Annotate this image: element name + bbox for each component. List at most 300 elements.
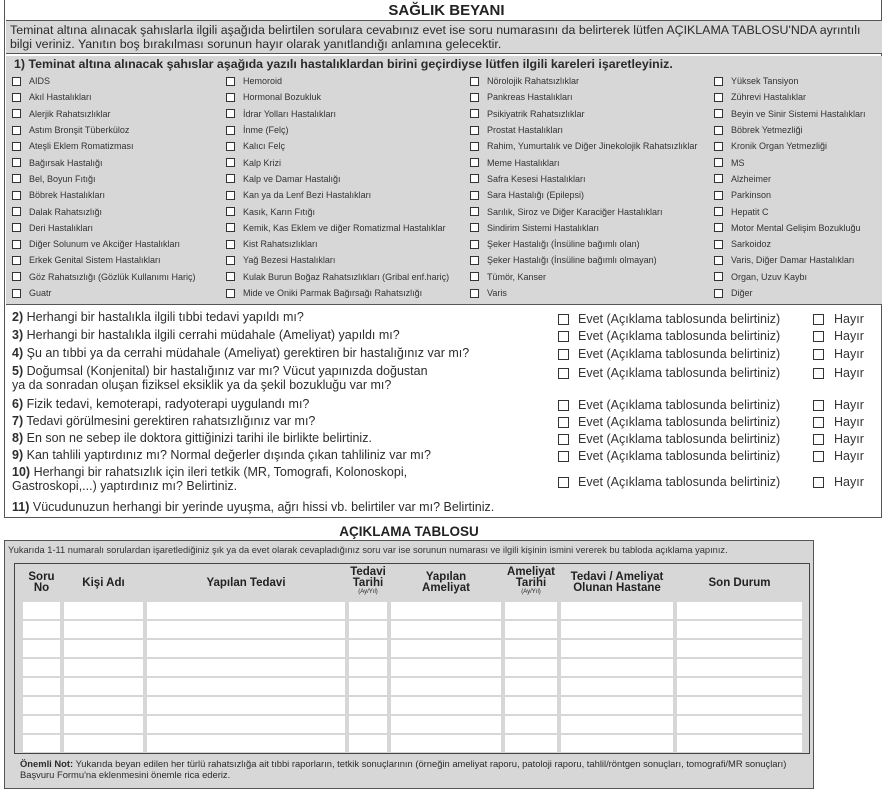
answer-yes-option[interactable] [558, 415, 780, 429]
yes-checkbox[interactable] [558, 434, 569, 445]
disease-item[interactable] [12, 252, 196, 268]
table-cell[interactable] [64, 640, 143, 657]
disease-item[interactable] [470, 285, 697, 301]
header-line-2: Ameliyat [422, 582, 470, 594]
disease-label: Göz Rahatsızlığı (Gözlük Kullanımı Hariç) [29, 271, 196, 282]
table-cell[interactable] [561, 640, 673, 657]
table-cell[interactable] [561, 697, 673, 714]
table-cell[interactable] [677, 735, 802, 752]
table-cell[interactable] [677, 640, 802, 657]
table-cell[interactable] [677, 678, 802, 695]
header-sub: (Ay/Yıl) [358, 589, 378, 595]
table-header [391, 564, 501, 594]
table-cell[interactable] [349, 678, 387, 695]
table-cell[interactable] [505, 716, 557, 733]
yes-checkbox[interactable] [558, 417, 569, 428]
disease-item[interactable] [226, 252, 449, 268]
answer-no-option[interactable] [813, 398, 864, 412]
disease-label: Böbrek Hastalıkları [29, 190, 106, 201]
disease-checkbox[interactable] [226, 109, 235, 118]
disease-item[interactable] [714, 122, 866, 138]
question-6 [12, 397, 309, 411]
aciklama-title: AÇIKLAMA TABLOSU [339, 524, 479, 539]
disease-label: Kalıcı Felç [243, 141, 286, 152]
disease-item[interactable] [714, 138, 866, 154]
answer-no-option[interactable] [813, 449, 864, 463]
header-line-1: Yapılan Tedavi [206, 577, 286, 589]
page-title: SAĞLIK BEYANI [388, 2, 505, 19]
disease-checkbox[interactable] [714, 174, 723, 183]
disease-label: Bel, Boyun Fıtığı [29, 173, 96, 184]
table-cell[interactable] [64, 602, 143, 619]
disease-item[interactable] [12, 106, 196, 122]
disease-item[interactable] [226, 73, 449, 89]
header-line-2: Olunan Hastane [573, 582, 661, 594]
disease-checkbox[interactable] [470, 93, 479, 102]
table-cell[interactable] [349, 602, 387, 619]
disease-checkbox[interactable] [226, 256, 235, 265]
disease-checkbox[interactable] [12, 256, 21, 265]
answer-no-option[interactable] [813, 415, 864, 429]
disease-label: Kemik, Kas Eklem ve diğer Romatizmal Hastalıklar [243, 222, 446, 233]
no-checkbox[interactable] [813, 349, 824, 360]
table-cell[interactable] [391, 602, 501, 619]
question-3 [12, 328, 400, 342]
table-cell[interactable] [561, 716, 673, 733]
disease-label: Motor Mental Gelişim Bozukluğu [731, 222, 861, 233]
disease-checkbox[interactable] [226, 126, 235, 135]
disease-item[interactable] [12, 138, 196, 154]
header-line-1: Son Durum [708, 577, 771, 589]
yes-label: Evet (Açıklama tablosunda belirtiniz) [578, 415, 781, 429]
disease-item[interactable] [12, 89, 196, 105]
answer-yes-option[interactable] [558, 449, 780, 463]
disease-item[interactable] [12, 73, 196, 89]
disease-checkbox[interactable] [714, 158, 723, 167]
disease-label: Ateşli Eklem Romatizması [29, 141, 134, 152]
disease-checkbox[interactable] [12, 191, 21, 200]
table-cell[interactable] [349, 716, 387, 733]
question-text-continued: Gastroskopi,...) yaptırdınız mı? Belirtiniz. [12, 479, 238, 493]
disease-checkbox[interactable] [12, 272, 21, 281]
table-cell[interactable] [147, 640, 345, 657]
table-cell[interactable] [147, 621, 345, 638]
disease-checkbox[interactable] [714, 207, 723, 216]
disease-item[interactable] [470, 73, 697, 89]
disease-label: Alerjik Rahatsızlıklar [29, 108, 111, 119]
disease-label: Astım Bronşit Tüberküloz [29, 125, 130, 136]
disease-label: Safra Kesesi Hastalıkları [487, 173, 586, 184]
disease-label: Bağırsak Hastalığı [29, 157, 103, 168]
table-cell[interactable] [147, 697, 345, 714]
yes-label: Evet (Açıklama tablosunda belirtiniz) [578, 329, 781, 343]
no-checkbox[interactable] [813, 434, 824, 445]
disease-checkbox[interactable] [714, 142, 723, 151]
disease-label: Meme Hastalıkları [487, 157, 560, 168]
disease-label: Pankreas Hastalıkları [487, 92, 573, 103]
disease-checkbox[interactable] [12, 289, 21, 298]
disease-item[interactable] [714, 89, 866, 105]
table-cell[interactable] [505, 697, 557, 714]
disease-item[interactable] [12, 236, 196, 252]
disease-item[interactable] [470, 187, 697, 203]
disease-item[interactable] [12, 203, 196, 219]
disease-label: Diğer Solunum ve Akciğer Hastalıkları [29, 239, 181, 250]
table-cell[interactable] [561, 621, 673, 638]
disease-item[interactable] [226, 187, 449, 203]
disease-checkbox[interactable] [226, 240, 235, 249]
disease-checkbox[interactable] [470, 272, 479, 281]
no-checkbox[interactable] [813, 400, 824, 411]
table-cell[interactable] [23, 716, 60, 733]
disease-label: Kist Rahatsızlıkları [243, 239, 318, 250]
answer-yes-option[interactable] [558, 398, 780, 412]
disease-item[interactable] [470, 138, 697, 154]
table-cell[interactable] [64, 716, 143, 733]
disease-item[interactable] [470, 89, 697, 105]
disease-label: Alzheimer [731, 173, 772, 184]
table-cell[interactable] [147, 659, 345, 676]
disease-label: Tümör, Kanser [487, 271, 547, 282]
table-cell[interactable] [23, 659, 60, 676]
disease-label: Sarılık, Siroz ve Diğer Karaciğer Hastalıkları [487, 206, 663, 217]
table-cell[interactable] [391, 735, 501, 752]
question-9 [12, 448, 431, 462]
disease-checkbox[interactable] [226, 272, 235, 281]
disease-checkbox[interactable] [226, 77, 235, 86]
disease-item[interactable] [470, 236, 697, 252]
disease-checkbox[interactable] [12, 126, 21, 135]
table-cell[interactable] [349, 735, 387, 752]
disease-item[interactable] [226, 236, 449, 252]
table-cell[interactable] [505, 640, 557, 657]
answer-yes-option[interactable] [558, 432, 780, 446]
disease-checkbox[interactable] [12, 174, 21, 183]
disease-item[interactable] [12, 154, 196, 170]
table-cell[interactable] [561, 602, 673, 619]
no-checkbox[interactable] [813, 417, 824, 428]
disease-label: Böbrek Yetmezliği [731, 125, 803, 136]
disease-item[interactable] [226, 138, 449, 154]
table-header [23, 564, 60, 594]
disease-checkbox[interactable] [714, 77, 723, 86]
disease-label: Beyin ve Sinir Sistemi Hastalıkları [731, 108, 866, 119]
question-number: 4) [12, 346, 24, 360]
table-cell[interactable] [677, 697, 802, 714]
note-label: Önemli Not: [20, 758, 74, 769]
table-cell[interactable] [391, 716, 501, 733]
disease-item[interactable] [226, 154, 449, 170]
disease-checkbox[interactable] [470, 240, 479, 249]
header-line-1: Soru [28, 571, 55, 583]
answer-no-option[interactable] [813, 432, 864, 446]
disease-label: AIDS [29, 76, 51, 87]
disease-label: Sarkoidoz [731, 239, 772, 250]
table-cell[interactable] [677, 621, 802, 638]
answer-no-option[interactable] [813, 366, 864, 380]
table-cell[interactable] [64, 697, 143, 714]
disease-checkbox[interactable] [714, 240, 723, 249]
disease-checkbox[interactable] [12, 142, 21, 151]
table-header [349, 564, 387, 595]
table-cell[interactable] [64, 678, 143, 695]
yes-checkbox[interactable] [558, 451, 569, 462]
answer-yes-option[interactable] [558, 312, 780, 326]
table-cell[interactable] [23, 678, 60, 695]
answer-yes-option[interactable] [558, 475, 780, 489]
table-header [677, 564, 802, 589]
disease-item[interactable] [714, 236, 866, 252]
table-cell[interactable] [561, 659, 673, 676]
disease-checkbox[interactable] [714, 126, 723, 135]
disease-item[interactable] [470, 171, 697, 187]
disease-checkbox[interactable] [714, 256, 723, 265]
table-cell[interactable] [677, 659, 802, 676]
yes-label: Evet (Açıklama tablosunda belirtiniz) [578, 366, 781, 380]
question-number: 6) [12, 397, 24, 411]
disease-item[interactable] [226, 122, 449, 138]
disease-label: Varis, Diğer Damar Hastalıkları [731, 255, 855, 266]
disease-label: Kasık, Karın Fıtığı [243, 206, 316, 217]
no-checkbox[interactable] [813, 331, 824, 342]
disease-item[interactable] [714, 252, 866, 268]
answer-no-option[interactable] [813, 329, 864, 343]
table-cell[interactable] [391, 640, 501, 657]
disease-checkbox[interactable] [714, 109, 723, 118]
disease-checkbox[interactable] [226, 223, 235, 232]
no-checkbox[interactable] [813, 314, 824, 325]
disease-label: İdrar Yolları Hastalıkları [243, 108, 337, 119]
disease-item[interactable] [470, 203, 697, 219]
disease-checkbox[interactable] [226, 289, 235, 298]
disease-item[interactable] [226, 220, 449, 236]
disease-label: Şeker Hastalığı (İnsüline bağımlı olmayan) [487, 255, 657, 266]
disease-label: Hormonal Bozukluk [243, 92, 322, 103]
disease-label: Varis [487, 288, 507, 298]
header-line-1: Tedavi [350, 566, 386, 578]
table-cell[interactable] [505, 659, 557, 676]
disease-checkbox[interactable] [470, 77, 479, 86]
disease-label: Guatr [29, 288, 52, 298]
disease-label: Nörolojik Rahatsızlıklar [487, 76, 580, 87]
disease-checkbox[interactable] [470, 256, 479, 265]
question-text: Tedavi görülmesini gerektiren rahatsızlığınız var mı? [26, 414, 316, 428]
disease-item[interactable] [470, 106, 697, 122]
yes-checkbox[interactable] [558, 331, 569, 342]
question-number: 2) [12, 310, 24, 324]
disease-checkbox[interactable] [470, 142, 479, 151]
disease-item[interactable] [470, 220, 697, 236]
disease-item[interactable] [714, 73, 866, 89]
aciklama-subtitle: Yukarıda 1-11 numaralı sorulardan işaretlediğiniz şık ya da evet olarak cevapladığınız soru var ise sorunun numarası ve ilgili kişinin ismini vererek bu tabloda açıklama yapınız. [8, 545, 728, 555]
table-cell[interactable] [23, 640, 60, 657]
disease-column-4 [714, 73, 866, 301]
yes-checkbox[interactable] [558, 368, 569, 379]
aciklama-table [14, 563, 810, 754]
table-cell[interactable] [391, 697, 501, 714]
disease-item[interactable] [470, 122, 697, 138]
table-cell[interactable] [505, 602, 557, 619]
disease-checkbox[interactable] [12, 93, 21, 102]
disease-item[interactable] [226, 269, 449, 285]
disease-checkbox[interactable] [470, 158, 479, 167]
no-label: Hayır [834, 312, 864, 326]
disease-checkbox[interactable] [714, 289, 723, 298]
table-cell[interactable] [561, 678, 673, 695]
disease-label: Psikiyatrik Rahatsızlıklar [487, 108, 585, 119]
question-number: 7) [12, 414, 24, 428]
disease-item[interactable] [470, 252, 697, 268]
disease-checkbox[interactable] [12, 240, 21, 249]
disease-checkbox[interactable] [226, 207, 235, 216]
question-7 [12, 414, 315, 428]
table-cell[interactable] [64, 621, 143, 638]
disease-checkbox[interactable] [12, 109, 21, 118]
table-header [64, 564, 143, 589]
disease-column-1 [12, 73, 196, 301]
answer-yes-option[interactable] [558, 329, 780, 343]
table-cell[interactable] [64, 735, 143, 752]
disease-checkbox[interactable] [226, 93, 235, 102]
yes-checkbox[interactable] [558, 477, 569, 488]
disease-item[interactable] [226, 89, 449, 105]
disease-item[interactable] [226, 285, 449, 301]
disease-item[interactable] [714, 171, 866, 187]
question-2 [12, 310, 304, 324]
table-cell[interactable] [391, 678, 501, 695]
disease-checkbox[interactable] [714, 272, 723, 281]
disease-item[interactable] [714, 187, 866, 203]
disease-item[interactable] [714, 285, 866, 301]
table-cell[interactable] [391, 659, 501, 676]
table-cell[interactable] [349, 621, 387, 638]
question-text: Fizik tedavi, kemoterapi, radyoterapi uygulandı mı? [26, 397, 310, 411]
table-cell[interactable] [505, 735, 557, 752]
header-line-1: Ameliyat [507, 566, 555, 578]
disease-checkbox[interactable] [12, 207, 21, 216]
yes-checkbox[interactable] [558, 400, 569, 411]
disease-item[interactable] [470, 269, 697, 285]
yes-label: Evet (Açıklama tablosunda belirtiniz) [578, 432, 781, 446]
disease-checkbox[interactable] [470, 289, 479, 298]
disease-item[interactable] [714, 106, 866, 122]
disease-checkbox[interactable] [470, 109, 479, 118]
disease-checkbox[interactable] [470, 126, 479, 135]
disease-checkbox[interactable] [226, 174, 235, 183]
table-cell[interactable] [23, 735, 60, 752]
no-checkbox[interactable] [813, 477, 824, 488]
header-line-2: Tarihi [515, 577, 547, 589]
table-cell[interactable] [23, 621, 60, 638]
disease-label: Yağ Bezesi Hastalıkları [243, 255, 336, 266]
question-number: 5) [12, 364, 24, 378]
table-cell[interactable] [391, 621, 501, 638]
disease-item[interactable] [714, 220, 866, 236]
answer-no-option[interactable] [813, 475, 864, 489]
answer-no-option[interactable] [813, 347, 864, 361]
disease-checkbox[interactable] [226, 191, 235, 200]
disease-checkbox[interactable] [226, 142, 235, 151]
no-checkbox[interactable] [813, 451, 824, 462]
question-10 [12, 465, 407, 493]
disease-checkbox[interactable] [470, 207, 479, 216]
disease-item[interactable] [12, 171, 196, 187]
disease-checkbox[interactable] [470, 223, 479, 232]
table-cell[interactable] [505, 678, 557, 695]
answer-no-option[interactable] [813, 312, 864, 326]
disease-checkbox[interactable] [714, 223, 723, 232]
disease-item[interactable] [226, 171, 449, 187]
answer-yes-option[interactable] [558, 347, 780, 361]
table-header [505, 564, 557, 595]
table-cell[interactable] [23, 697, 60, 714]
question-number: 10) [12, 465, 31, 479]
table-cell[interactable] [64, 659, 143, 676]
question-text-continued: ya da sonradan oluşan fiziksel eksiklik ya da şekil bozukluğu var mı? [12, 378, 392, 392]
table-cell[interactable] [349, 697, 387, 714]
disease-checkbox[interactable] [470, 191, 479, 200]
question-4 [12, 346, 469, 360]
yes-label: Evet (Açıklama tablosunda belirtiniz) [578, 398, 781, 412]
table-cell[interactable] [147, 678, 345, 695]
table-cell[interactable] [677, 716, 802, 733]
table-cell[interactable] [147, 716, 345, 733]
answer-yes-option[interactable] [558, 366, 780, 380]
question-5 [12, 364, 428, 392]
table-cell[interactable] [677, 602, 802, 619]
disease-item[interactable] [12, 187, 196, 203]
yes-checkbox[interactable] [558, 314, 569, 325]
disease-checkbox[interactable] [714, 93, 723, 102]
table-cell[interactable] [23, 602, 60, 619]
disease-item[interactable] [714, 154, 866, 170]
header-sub: (Ay/Yıl) [521, 589, 541, 595]
no-label: Hayır [834, 329, 864, 343]
note-text: Yukarıda beyan edilen her türlü rahatsızlığa ait tıbbi raporların, tetkik sonuçlarının (örneğin ameliyat raporu, patoloji raporu, tahlil/röntgen sonuçları, tomografi/MR sonuçları) Başvuru Formu'na eklenmesini önemle rica ederiz. [20, 758, 787, 780]
disease-item[interactable] [226, 106, 449, 122]
disease-label: Hepatit C [731, 206, 769, 217]
disease-checkbox[interactable] [12, 77, 21, 86]
disease-item[interactable] [714, 203, 866, 219]
question-text: Herhangi bir hastalıkla ilgili tıbbi tedavi yapıldı mı? [26, 310, 304, 324]
table-cell[interactable] [147, 735, 345, 752]
disease-label: Organ, Uzuv Kaybı [731, 271, 808, 282]
table-cell[interactable] [349, 640, 387, 657]
disease-checkbox[interactable] [470, 174, 479, 183]
disease-item[interactable] [12, 285, 196, 301]
disease-checkbox[interactable] [226, 158, 235, 167]
header-line-2: Tarihi [352, 577, 384, 589]
no-checkbox[interactable] [813, 368, 824, 379]
disease-item[interactable] [12, 122, 196, 138]
table-cell[interactable] [147, 602, 345, 619]
table-cell[interactable] [561, 735, 673, 752]
disease-checkbox[interactable] [12, 158, 21, 167]
disease-item[interactable] [226, 203, 449, 219]
disease-checkbox[interactable] [714, 191, 723, 200]
disease-checkbox[interactable] [12, 223, 21, 232]
no-label: Hayır [834, 449, 864, 463]
disease-label: Dalak Rahatsızlığı [29, 206, 103, 217]
disease-item[interactable] [714, 269, 866, 285]
table-cell[interactable] [505, 621, 557, 638]
disease-item[interactable] [12, 220, 196, 236]
yes-checkbox[interactable] [558, 349, 569, 360]
table-cell[interactable] [349, 659, 387, 676]
disease-item[interactable] [470, 154, 697, 170]
important-note [20, 758, 810, 780]
disease-item[interactable] [12, 269, 196, 285]
